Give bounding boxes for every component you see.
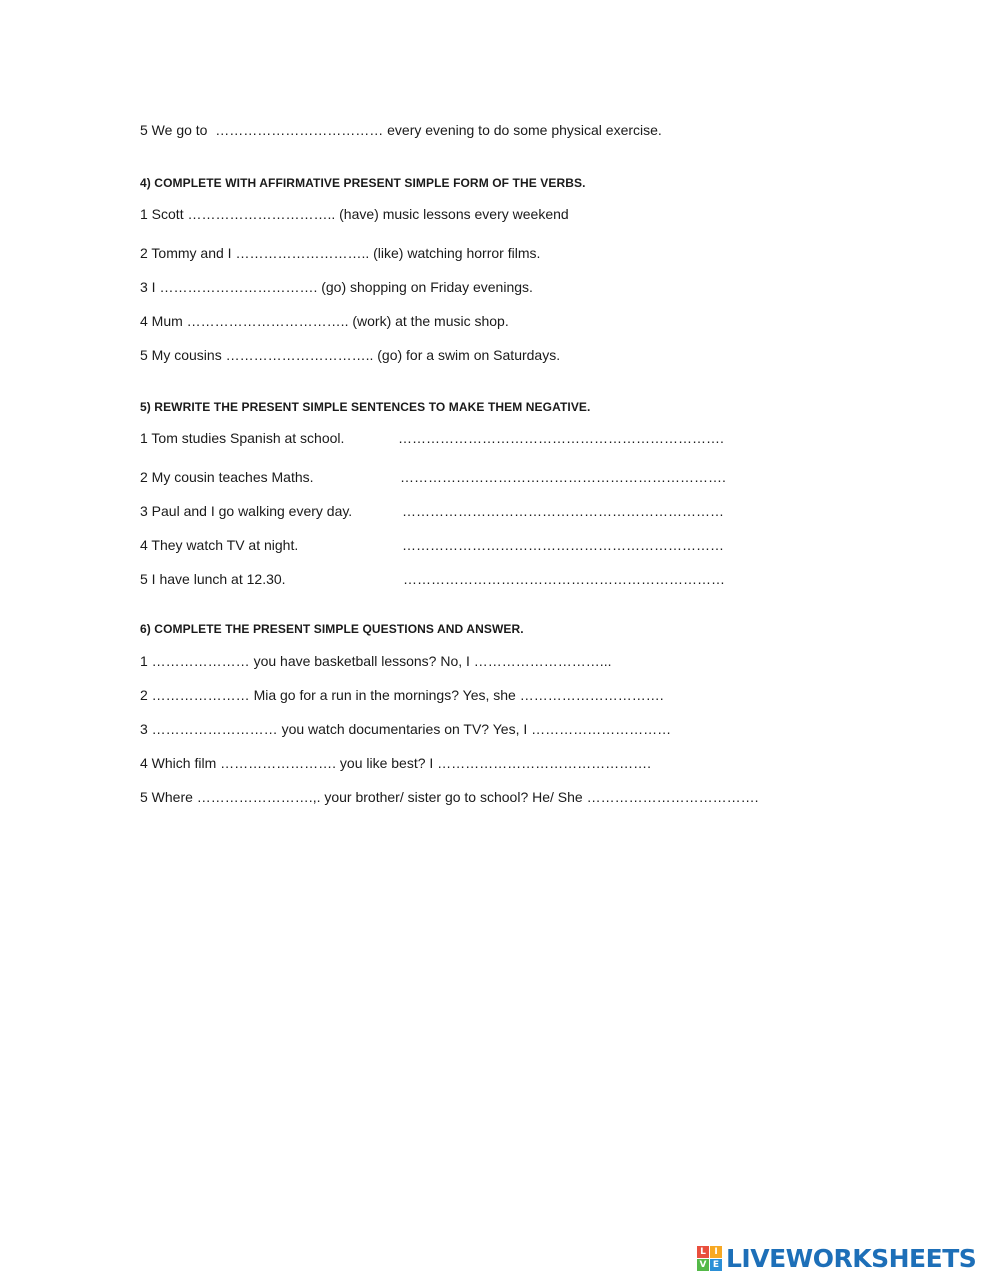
exercise5-answer-blank[interactable]: ……………………………………………………………: [403, 571, 725, 587]
logo-mark-letter: I: [710, 1246, 722, 1258]
exercise4-item: 2 Tommy and I ……………………….. (like) watching horror films.: [140, 245, 541, 261]
exercise4-item: 3 I ……………………………. (go) shopping on Friday evenings.: [140, 279, 533, 295]
exercise5-sentence: 4 They watch TV at night.: [140, 537, 299, 553]
exercise6-heading: 6) COMPLETE THE PRESENT SIMPLE QUESTIONS AND ANSWER.: [140, 622, 524, 636]
exercise4-item: 5 My cousins ………………………….. (go) for a swim on Saturdays.: [140, 347, 561, 363]
exercise5-answer-blank[interactable]: ……………………………………………………………: [402, 503, 724, 519]
exercise4-item: 1 Scott ………………………….. (have) music lessons every weekend: [140, 206, 569, 222]
exercise5-sentence: 5 I have lunch at 12.30.: [140, 571, 286, 587]
exercise4-item: 4 Mum …………………………….. (work) at the music shop.: [140, 313, 509, 329]
exercise3-item-5: 5 We go to ……………………………… every evening to do some physical exercise.: [140, 122, 662, 138]
exercise6-item: 1 ………………… you have basketball lessons? No, I ………………………...: [140, 653, 612, 669]
exercise5-answer-blank[interactable]: …………………………………………………………….: [400, 469, 726, 485]
exercise4-heading: 4) COMPLETE WITH AFFIRMATIVE PRESENT SIMPLE FORM OF THE VERBS.: [140, 176, 586, 190]
exercise5-sentence: 1 Tom studies Spanish at school.: [140, 430, 345, 446]
exercise5-sentence: 3 Paul and I go walking every day.: [140, 503, 353, 519]
liveworksheets-logo[interactable]: [697, 1243, 976, 1273]
exercise6-item: 5 Where …………………….,. your brother/ sister go to school? He/ She ……………………………….: [140, 789, 759, 805]
logo-mark-letter: E: [710, 1259, 722, 1271]
logo-mark-icon: [697, 1246, 722, 1271]
exercise6-item: 4 Which film ……………………. you like best? I ……………………………………….: [140, 755, 652, 771]
exercise6-item: 3 ……………………… you watch documentaries on TV? Yes, I …………………………: [140, 721, 672, 737]
exercise5-answer-blank[interactable]: …………………………………………………………….: [398, 430, 724, 446]
exercise5-answer-blank[interactable]: ……………………………………………………………: [402, 537, 724, 553]
exercise6-item: 2 ………………… Mia go for a run in the mornings? Yes, she ………………………….: [140, 687, 664, 703]
exercise5-heading: 5) REWRITE THE PRESENT SIMPLE SENTENCES TO MAKE THEM NEGATIVE.: [140, 400, 591, 414]
logo-mark-letter: L: [697, 1246, 709, 1258]
exercise5-sentence: 2 My cousin teaches Maths.: [140, 469, 314, 485]
logo-mark-letter: V: [697, 1259, 709, 1271]
logo-text: LIVEWORKSHEETS: [726, 1243, 977, 1273]
